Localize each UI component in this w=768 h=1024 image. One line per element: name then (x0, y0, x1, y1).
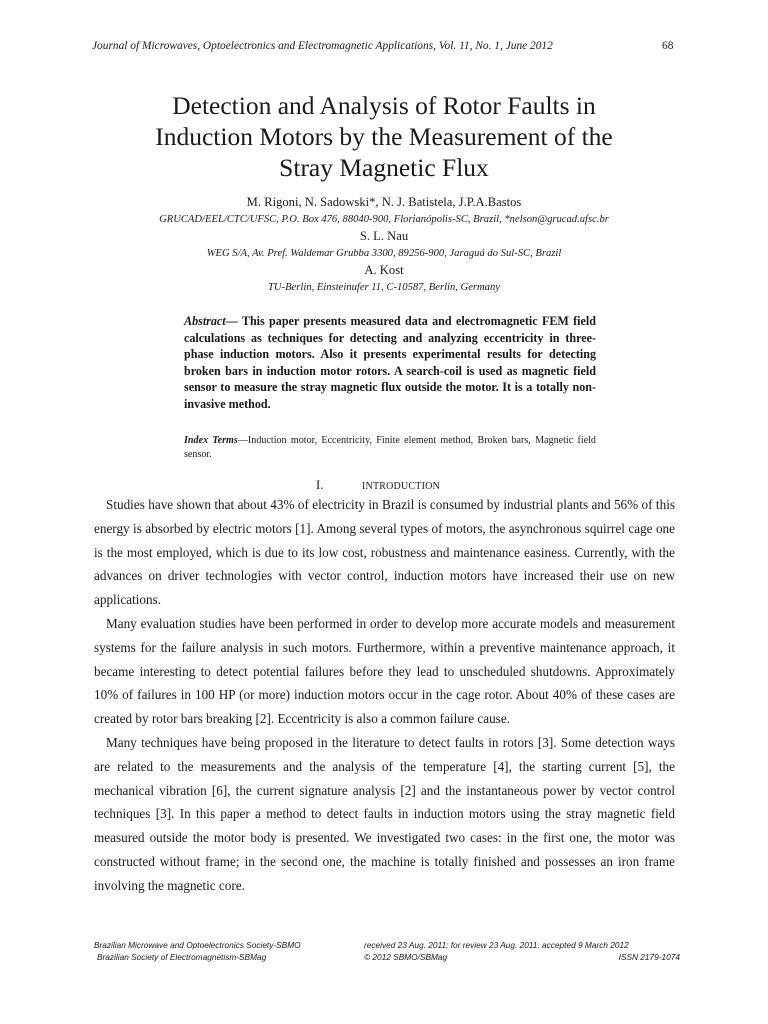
title-line-3: Stray Magnetic Flux (279, 153, 489, 182)
paper-title (84, 90, 684, 183)
abstract-text: This paper presents measured data and electromagnetic FEM field calculations as techniques for detecting and analyzing eccentricity in three-phase induction motors. Also it presents experimental results for detecting broken bars in induction motor rotors. A search-coil is used as magnetic field sensor to measure the stray magnetic flux outside the motor. It is a totally non-invasive method. (184, 314, 596, 411)
title-line-2: Induction Motors by the Measurement of the (155, 122, 613, 151)
footer-issn: ISSN 2179-1074 (618, 951, 680, 962)
footer-publication-info (364, 940, 680, 963)
abstract (184, 313, 596, 412)
title-line-1: Detection and Analysis of Rotor Faults in (172, 91, 596, 120)
index-terms (184, 434, 596, 461)
page-number: 68 (662, 40, 674, 52)
section-heading (316, 478, 440, 493)
section-number: I. (316, 478, 324, 492)
abstract-dash: — (225, 314, 242, 328)
abstract-label: Abstract (184, 314, 226, 328)
running-head: Journal of Microwaves, Optoelectronics and Electromagnetic Applications, Vol. 11, No. 1, June 2012 (92, 40, 553, 52)
section-name: INTRODUCTION (362, 481, 440, 492)
index-terms-label: Index Terms (184, 435, 238, 446)
body-text (94, 493, 675, 898)
footer-dates: received 23 Aug. 2011; for review 23 Aug. 2011; accepted 9 March 2012 (364, 940, 629, 950)
affiliation-3: TU-Berlin, Einsteinufer 11, C-10587, Berlin, Germany (268, 282, 500, 293)
author-names-3: A. Kost (364, 263, 404, 277)
footer-society-1: Brazilian Microwave and Optoelectronics Society-SBMO (94, 940, 301, 950)
author-names-1: M. Rigoni, N. Sadowski*, N. J. Batistela, J.P.A.Bastos (246, 195, 522, 209)
affiliation-2: WEG S/A, Av. Pref. Waldemar Grubba 3300, 89256-900, Jaraguá do Sul-SC, Brazil (206, 248, 562, 259)
footer-society-2: Brazilian Society of Electromagnetism-SBMag (97, 951, 267, 962)
paragraph: Many evaluation studies have been performed in order to develop more accurate models and measurement systems for the failure analysis in such motors. Furthermore, within a preventive maintenance approach, it became interesting to detect potential failures before they lead to unscheduled shutdowns. Approximately 10% of failures in 100 HP (or more) induction motors occur in the cage rotor. About 40% of these cases are created by rotor bars breaking [2]. Eccentricity is also a common failure cause. (94, 615, 675, 727)
author-block (84, 194, 684, 296)
index-terms-text: Induction motor, Eccentricity, Finite element method, Broken bars, Magnetic field sensor. (184, 435, 596, 460)
author-names-2: S. L. Nau (359, 229, 409, 243)
index-terms-dash: — (237, 435, 248, 446)
affiliation-1: GRUCAD/EEL/CTC/UFSC, P.O. Box 476, 88040-900, Florianópolis-SC, Brazil, *nelson@grucad.ufsc.br (159, 214, 609, 225)
paragraph: Many techniques have being proposed in the literature to detect faults in rotors [3]. Some detection ways are related to the measurements and the analysis of the temperature [4], the starting current [5], the mechanical vibration [6], the current signature analysis [2] and the instantaneous power by vector control techniques [3]. In this paper a method to detect faults in induction motors using the stray magnetic field measured outside the motor body is presented. We investigated two cases: in the first one, the motor was constructed without frame; in the second one, the machine is totally finished and possesses an iron frame involving the magnetic core. (94, 734, 675, 893)
paragraph: Studies have shown that about 43% of electricity in Brazil is consumed by industrial plants and 56% of this energy is absorbed by electric motors [1]. Among several types of motors, the asynchronous squirrel cage one is the most employed, which is due to its low cost, robustness and maintenance easiness. Currently, with the advances on driver technologies with vector control, induction motors have increased their use on new applications. (94, 497, 675, 608)
footer-copyright (364, 952, 680, 964)
footer-societies (94, 940, 301, 963)
footer-copyright-text: © 2012 SBMO/SBMag (364, 951, 448, 962)
